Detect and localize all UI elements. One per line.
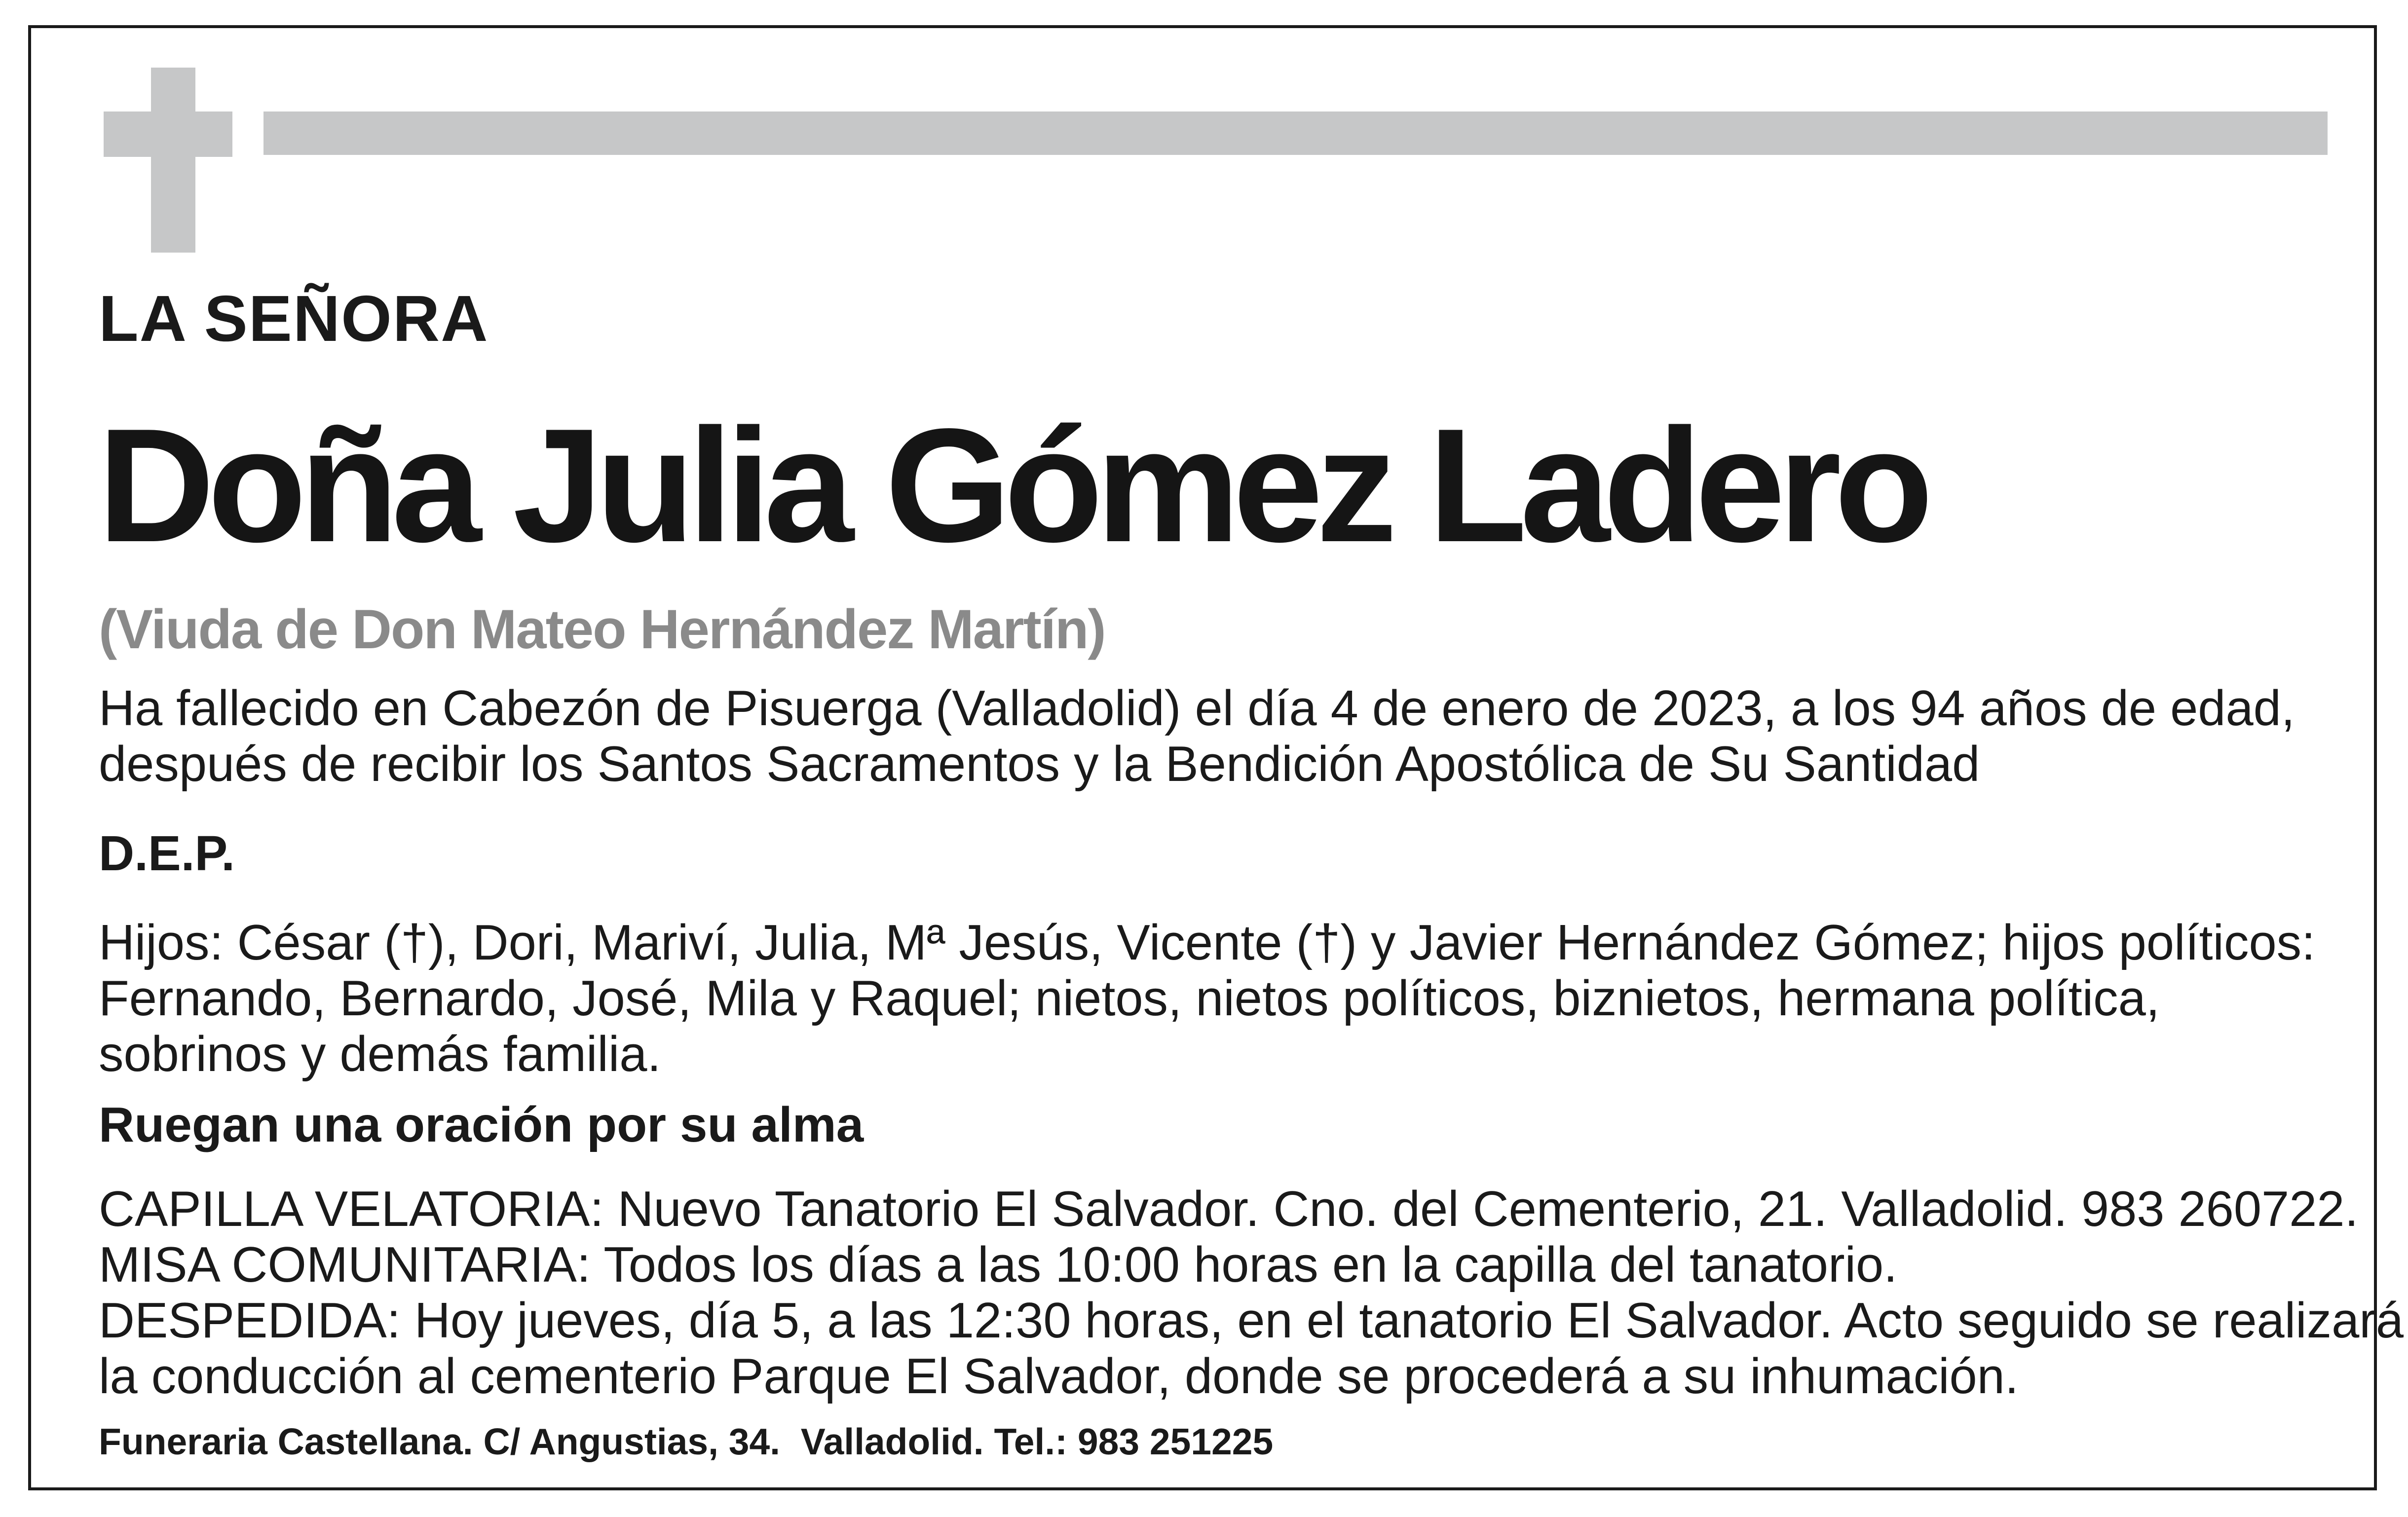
rip-label: D.E.P. xyxy=(99,826,235,881)
family-line: Hijos: César (†), Dori, Mariví, Julia, Mª Jesús, Vicente (†) y Javier Hernández Gómez; hijos políticos: xyxy=(99,915,2316,970)
cross-vertical-beam xyxy=(151,68,195,253)
funeral-home-footer: Funeraria Castellana. C/ Angustias, 34. Valladolid. Tel.: 983 251225 xyxy=(99,1421,1274,1462)
title-small: LA SEÑORA xyxy=(99,282,489,355)
services-line: DESPEDIDA: Hoy jueves, día 5, a las 12:30 horas, en el tanatorio El Salvador. Acto seguido se realizará xyxy=(99,1293,2404,1348)
family-line: sobrinos y demás familia. xyxy=(99,1027,661,1082)
services-line: MISA COMUNITARIA: Todos los días a las 10:00 horas en la capilla del tanatorio. xyxy=(99,1237,1898,1293)
widow-note: (Viuda de Don Mateo Hernández Martín) xyxy=(99,598,1105,660)
deceased-name: Doña Julia Gómez Ladero xyxy=(98,395,1926,576)
family-line: Fernando, Bernardo, José, Mila y Raquel; nietos, nietos políticos, biznietos, hermana política, xyxy=(99,971,2160,1026)
death-notice-paragraph xyxy=(99,681,2295,792)
prayer-request: Ruegan una oración por su alma xyxy=(99,1097,864,1152)
death-notice-line: Ha fallecido en Cabezón de Pisuerga (Valladolid) el día 4 de enero de 2023, a los 94 años de edad, xyxy=(99,681,2295,736)
services-line: CAPILLA VELATORIA: Nuevo Tanatorio El Salvador. Cno. del Cementerio, 21. Valladolid. 983 260722. xyxy=(99,1182,2359,1237)
family-paragraph xyxy=(99,915,2315,1082)
services-paragraph xyxy=(99,1182,2404,1405)
services-line: la conducción al cementerio Parque El Salvador, donde se procederá a su inhumación. xyxy=(99,1349,2019,1404)
decorative-header-bar xyxy=(263,111,2328,155)
cross-horizontal-beam xyxy=(104,111,232,157)
death-notice-line: después de recibir los Santos Sacramentos y la Bendición Apostólica de Su Santidad xyxy=(99,737,1980,792)
